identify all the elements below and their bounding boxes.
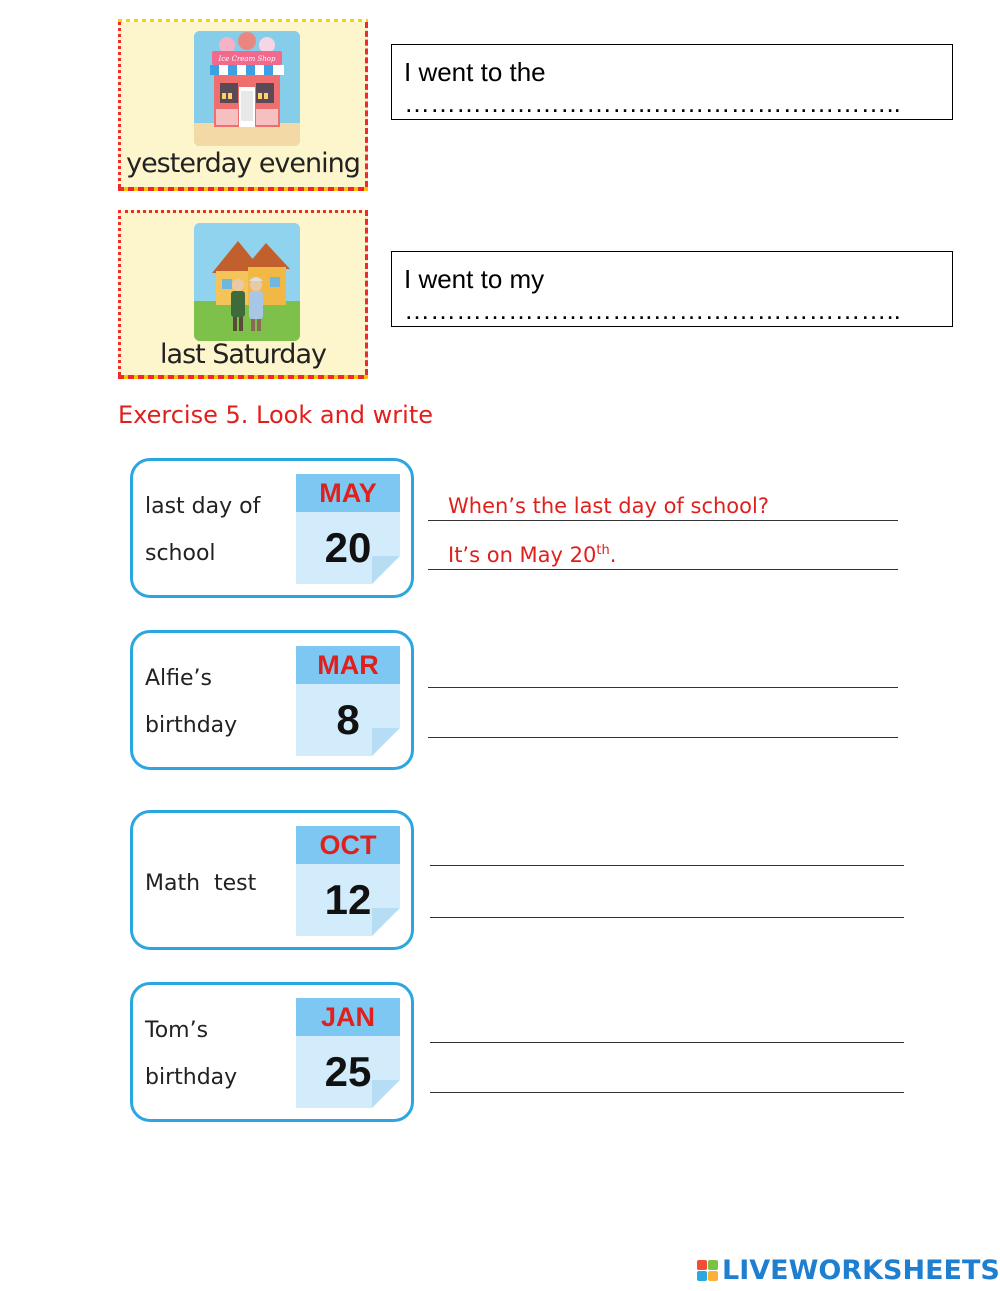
logo-text: LIVEWORKSHEETS	[722, 1254, 1000, 1286]
picture-caption: last Saturday	[160, 339, 326, 370]
label-line: school	[145, 541, 216, 566]
grandparents-house-image	[194, 223, 300, 341]
answer-line-question[interactable]	[428, 490, 898, 521]
answer-line-question[interactable]	[428, 657, 898, 688]
answer-line-answer[interactable]	[430, 1062, 904, 1093]
calendar-day: 25	[324, 1048, 372, 1095]
calendar-day: 12	[324, 876, 372, 923]
picture-card-grandparents	[118, 210, 368, 375]
ice-cream-shop-image	[194, 31, 300, 146]
calendar-month: JAN	[296, 998, 400, 1036]
answer-line-question[interactable]	[430, 1012, 904, 1043]
calendar-day: 8	[336, 696, 360, 743]
date-card-math-test	[130, 810, 414, 950]
calendar-month: MAY	[296, 474, 400, 512]
label-line: Alfie’s	[145, 666, 213, 691]
calendar-month: OCT	[296, 826, 400, 864]
calendar-icon	[296, 998, 400, 1108]
card-bottom-border	[118, 375, 368, 379]
example-question: When’s the last day of school?	[448, 494, 769, 518]
date-card-label	[145, 1007, 237, 1101]
calendar-day: 20	[324, 524, 372, 571]
calendar-icon	[296, 646, 400, 756]
card-bottom-border	[118, 187, 368, 191]
calendar-month: MAR	[296, 646, 400, 684]
date-card-label	[145, 483, 260, 577]
answer-line-answer[interactable]	[428, 707, 898, 738]
answer-line-answer[interactable]	[430, 887, 904, 918]
calendar-icon	[296, 826, 400, 936]
label-line: last day of	[145, 494, 261, 519]
label-line: birthday	[145, 1065, 238, 1090]
date-card-label	[145, 860, 256, 907]
shop-sign-text: Ice Cream Shop	[218, 55, 276, 63]
label-line: Tom’s	[145, 1018, 209, 1043]
example-answer: It’s on May 20th.	[448, 543, 617, 567]
exercise-title: Exercise 5. Look and write	[118, 401, 433, 429]
answer-line-question[interactable]	[430, 835, 904, 866]
picture-caption: yesterday evening	[126, 148, 360, 179]
date-card-label	[145, 655, 237, 749]
date-card-alfies-birthday	[130, 630, 414, 770]
page-fold	[372, 1080, 400, 1108]
page-fold	[372, 728, 400, 756]
sentence-input-ice-cream[interactable]: I went to the ………………………..………………………..	[391, 44, 953, 120]
sentence-input-grandparents[interactable]: I went to my ………………………..………………………..	[391, 251, 953, 327]
picture-card-ice-cream-shop	[118, 22, 368, 187]
calendar-icon	[296, 474, 400, 584]
page-fold	[372, 908, 400, 936]
page-fold	[372, 556, 400, 584]
label-line: Math test	[145, 871, 257, 896]
date-card-last-day-of-school	[130, 458, 414, 598]
answer-line-answer[interactable]	[428, 539, 898, 570]
label-line: birthday	[145, 713, 238, 738]
logo-mark-icon	[697, 1260, 718, 1281]
date-card-toms-birthday	[130, 982, 414, 1122]
card-top-border	[118, 19, 368, 22]
liveworksheets-logo[interactable]	[697, 1254, 1000, 1286]
